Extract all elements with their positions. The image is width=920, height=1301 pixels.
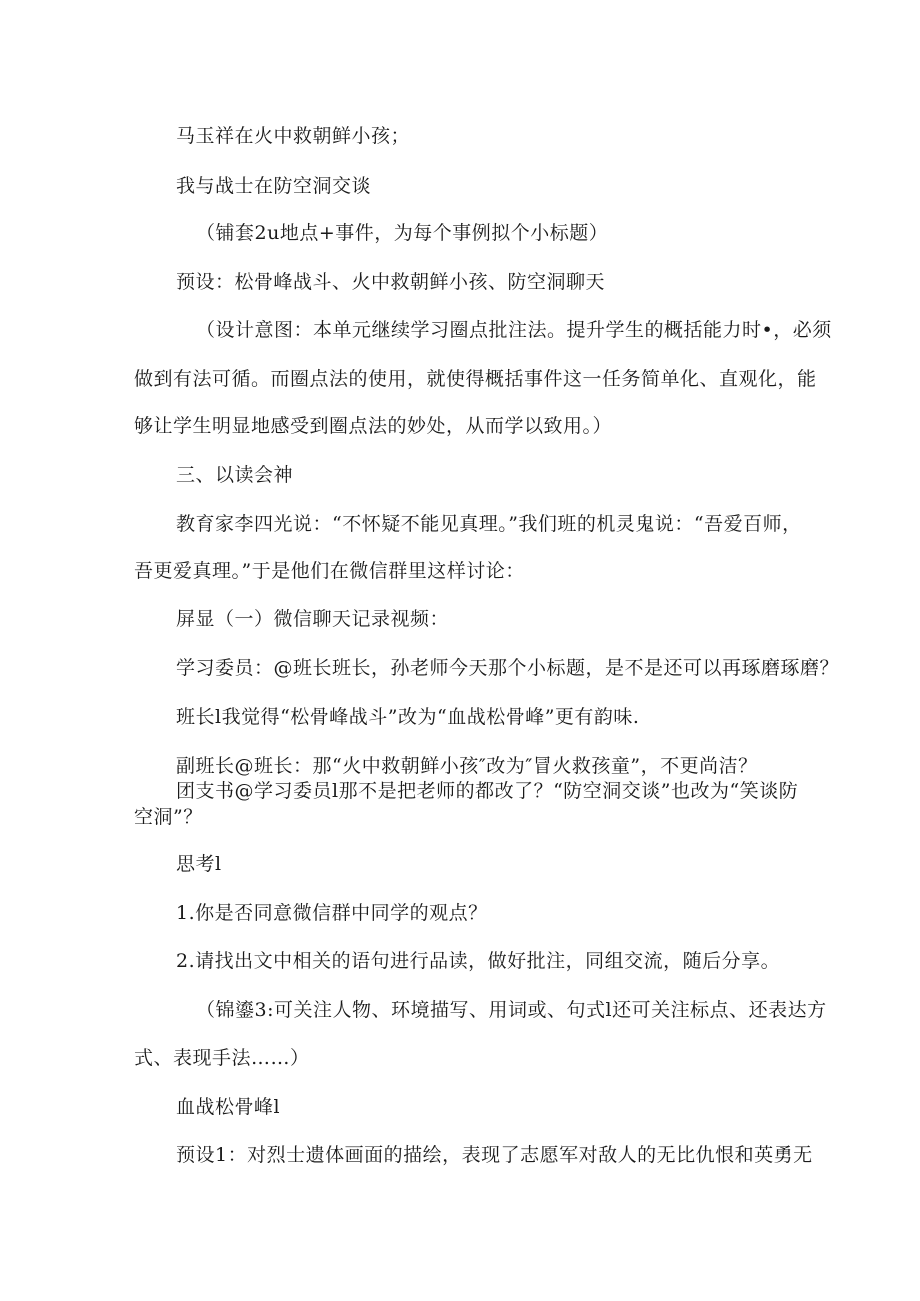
text-line: 马玉祥在火中救朝鲜小孩； xyxy=(176,125,411,147)
section-heading: 三、以读会神 xyxy=(176,464,294,486)
text-line: 式、表现手法……） xyxy=(134,1047,310,1069)
text-line: 够让学生明显地感受到圈点法的妙处，从而学以致用。） xyxy=(134,415,613,437)
text-line: 空洞”？ xyxy=(134,806,203,828)
text-line: 班长l我觉得“松骨峰战斗”改为“血战松骨峰”更有韵味. xyxy=(176,706,640,728)
text-line: 我与战士在防空洞交谈 xyxy=(176,175,372,197)
text-line: （锦鎏3:可关注人物、环境描写、用词或、句式l还可关注标点、还表达方 xyxy=(196,999,827,1021)
text-line: 思考l xyxy=(176,853,222,875)
text-line: 学习委员：@班长班长，孙老师今天那个小标题，是不是还可以再琢磨琢磨？ xyxy=(176,657,840,679)
text-line: 预设：松骨峰战斗、火中救朝鲜小孩、防空洞聊天 xyxy=(176,271,606,293)
text-line: 副班长@班长：那“火中救朝鲜小孩″改为″冒火救孩童”，不更尚洁？ xyxy=(176,755,758,777)
text-line: 吾更爱真理。”于是他们在微信群里这样讨论： xyxy=(134,560,525,582)
text-line: 做到有法可循。而圈点法的使用，就使得概括事件这一任务简单化、直观化，能 xyxy=(134,368,817,390)
text-line: （设计意图：本单元继续学习圈点批注法。提升学生的概括能力时•，必须 xyxy=(196,319,832,341)
text-line: 1.你是否同意微信群中同学的观点？ xyxy=(176,902,488,924)
text-line: 屏显（一）微信聊天记录视频： xyxy=(176,608,450,630)
text-line: 预设1：对烈士遗体画面的描绘，表现了志愿军对敌人的无比仇恨和英勇无 xyxy=(176,1144,813,1166)
text-line: 2.请找出文中相关的语句进行品读，做好批注，同组交流，随后分享。 xyxy=(176,950,781,972)
text-line: 团支书@学习委员l那不是把老师的都改了？“防空洞交谈”也改为“笑谈防 xyxy=(176,780,799,802)
text-line: （铺套2u地点+事件，为每个事例拟个小标题） xyxy=(196,222,609,244)
text-line: 血战松骨峰l xyxy=(176,1096,281,1118)
text-line: 教育家李四光说：“不怀疑不能见真理。”我们班的机灵鬼说：“吾爱百师， xyxy=(176,513,802,535)
